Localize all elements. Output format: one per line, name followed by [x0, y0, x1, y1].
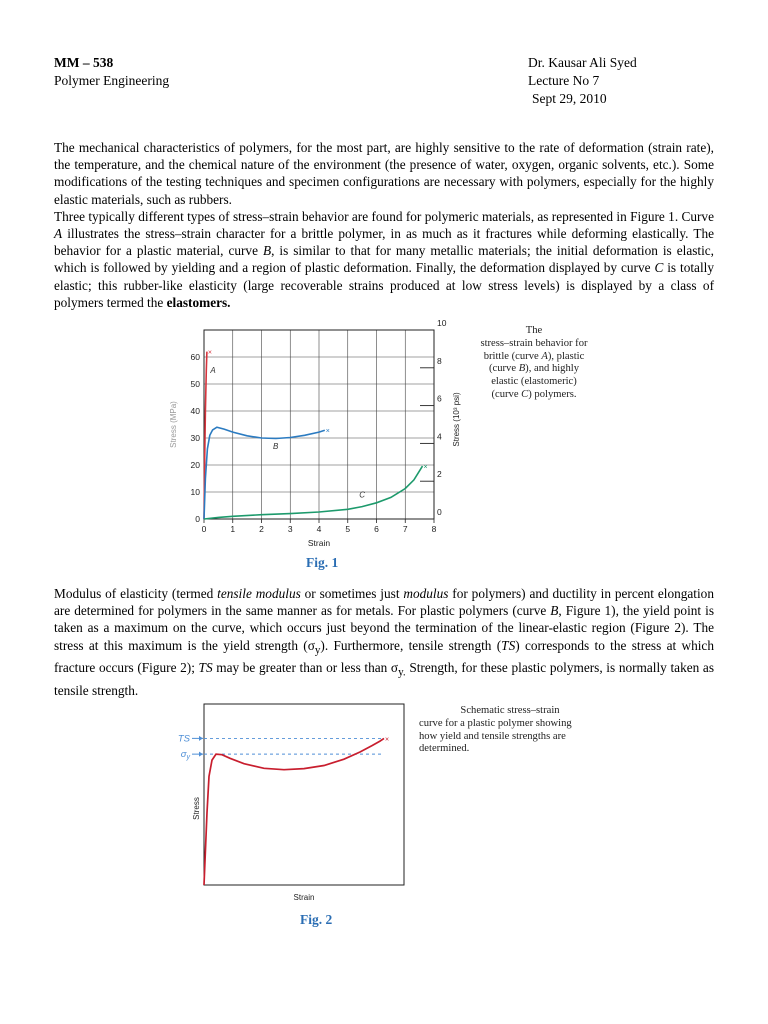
- paragraph-1: The mechanical characteristics of polymers, for the most part, are highly sensitive to the rate of deformation (strain rate), the temperature, and the chemical nature of the environment (the presence of water, oxygen, organic solvents, etc.). Some modifications of the testing techniques and specimen configurations are necessary with polymers, especially for the highly elastic materials, such as rubbers.: [54, 140, 714, 207]
- p2-text-1: Three typically different types of stress–strain behavior are found for polymeric materials, as represented in Figure 1. Curve: [54, 208, 714, 224]
- p3-text-1: Modulus of elasticity (termed: [54, 586, 218, 601]
- fig1-curve-label-b: B: [273, 441, 279, 451]
- cap1-l3B: B: [518, 363, 526, 375]
- fig1-x-tick-label: 6: [374, 524, 379, 534]
- fig1-y2-tick-label: 2: [437, 469, 442, 480]
- fig1-y2-tick-label: 6: [437, 393, 442, 404]
- p2-elastomers: elastomers.: [166, 294, 231, 310]
- fig1-fracture-mark-b: ×: [325, 428, 330, 436]
- fig1-fracture-mark-a: ×: [207, 349, 212, 357]
- fig1-x-tick-label: 2: [259, 524, 264, 534]
- cap2-line-1: Schematic stress–strain: [460, 705, 560, 716]
- fig1-fracture-mark-c: ×: [423, 464, 428, 472]
- fig2-ref-label-1: $\sigma_y$: [180, 749, 190, 762]
- instructor-name: Dr. Kausar Ali Syed: [528, 55, 637, 70]
- p2-curve-a: A: [54, 226, 63, 242]
- fig2-fracture-mark: ×: [385, 736, 390, 744]
- fig1-y-tick-label: 40: [190, 406, 200, 416]
- fig1-y-tick-label: 20: [190, 460, 200, 470]
- fig2-x-axis-label: Strain: [293, 893, 315, 902]
- fig2-ref-arrowhead: [199, 736, 203, 741]
- fig1-curve-label-a: A: [210, 366, 216, 376]
- fig1-y2-axis-label: Stress (10³ psi): [452, 392, 461, 447]
- cap1-l5b: ) polymers.: [528, 388, 577, 400]
- course-code: MM – 538: [54, 55, 114, 70]
- fig1-x-tick-label: 3: [287, 524, 293, 534]
- fig1-y-tick-label: 30: [190, 433, 200, 443]
- p3-text-3: for polymers) and ductility in percent elongation are determined for polymers in the same manner as for metals. For plastic polymers (curve: [54, 586, 714, 619]
- fig1-x-tick-label: 4: [316, 524, 322, 534]
- fig1-y-tick-label: 50: [190, 379, 200, 389]
- p3-text-4: , Figure 1), the yield point is taken as a maximum on the curve, which occurs just beyond the termination of the linear-elastic region (Figure 2). The stress at this maximum is the yield strength (σ: [54, 603, 714, 653]
- p2-text-3: , is similar to that for many metallic materials; the initial deformation is elastic, which is followed by yielding and a region of plastic deformation. Finally, the deformation displayed by curve: [54, 243, 715, 276]
- fig1-curve-label-c: C: [359, 490, 366, 500]
- p3-text-8: Strength, for these plastic polymers, is normally taken as tensile strength.: [54, 660, 714, 699]
- cap2-line-4: determined.: [419, 743, 470, 755]
- fig1-x-tick-label: 7: [402, 524, 408, 534]
- fig1-y2-tick-label: 10: [437, 318, 447, 328]
- fig1-x-tick-label: 1: [230, 524, 236, 534]
- cap1-line-1: stress–strain behavior for: [480, 337, 588, 349]
- p2-curve-b: B: [262, 243, 272, 259]
- p3-modulus: modulus: [403, 586, 449, 601]
- fig1-y2-tick-label: 8: [437, 355, 442, 366]
- fig2-ref-arrowhead: [199, 752, 203, 757]
- fig1-y2-tick-label: 0: [437, 507, 442, 517]
- cap2-line-2: curve for a plastic polymer showing: [419, 717, 572, 729]
- course-name: Polymer Engineering: [54, 73, 170, 88]
- fig2-ref-label-0: TS: [177, 733, 190, 745]
- fig1-y-axis-label: Stress (MPa): [169, 401, 178, 448]
- cap1-l2A: A: [541, 350, 548, 362]
- cap1-the: The: [525, 325, 543, 336]
- fig1-y-tick-label: 60: [190, 352, 200, 362]
- p3-ts-2: TS: [198, 660, 213, 676]
- cap1-l3a: (curve: [488, 363, 519, 375]
- lecture-number: Lecture No 7: [528, 73, 600, 88]
- p3-curve-b: B: [550, 603, 559, 619]
- fig2-y-axis-label: Stress: [192, 797, 201, 820]
- fig1-y2-tick-label: 4: [437, 431, 442, 442]
- p3-tensile-modulus: tensile modulus: [217, 586, 301, 601]
- lecture-date: Sept 29, 2010: [532, 91, 607, 106]
- p2-text-4: is totally elastic; this rubber-like elasticity (large recoverable strains produced at low stress levels) is displayed by a class of polymers termed the: [54, 260, 714, 310]
- fig1-x-tick-label: 0: [201, 524, 207, 534]
- p3-text-5: ). Furthermore, tensile strength (: [320, 637, 502, 653]
- fig1-y-tick-label: 0: [195, 514, 200, 524]
- fig1-y-tick-label: 10: [190, 487, 200, 497]
- p3-text-6: ) corresponds to the stress at which fracture occurs (Figure 2);: [54, 637, 714, 676]
- figure-2-caption: Fig. 2: [300, 912, 333, 927]
- fig2-ref-label-sub: y: [186, 754, 190, 762]
- p3-sub-y2: y.: [398, 667, 406, 680]
- fig1-x-tick-label: 8: [431, 524, 437, 534]
- figure-1-caption: Fig. 1: [306, 555, 339, 570]
- fig2-stress-strain-curve: [204, 738, 384, 885]
- cap1-l5C: C: [521, 388, 529, 400]
- fig1-x-axis-label: Strain: [307, 538, 331, 548]
- p3-ts-1: TS: [501, 637, 516, 653]
- cap1-l2a: brittle (curve: [483, 350, 542, 362]
- fig2-plot-frame: [204, 704, 404, 885]
- p3-text-7: may be greater than or less than σ: [212, 660, 399, 676]
- cap1-line-4: elastic (elastomeric): [491, 376, 577, 388]
- p2-text-2: illustrates the stress–strain character for a brittle polymer, in as much as it fractures while deforming elastically. The behavior for a plastic material, curve: [54, 226, 714, 259]
- cap1-l5a: (curve: [491, 388, 522, 400]
- p3-sub-y: y: [314, 644, 321, 657]
- p3-text-2: or sometimes just: [300, 586, 404, 601]
- cap1-l3b: ), and highly: [525, 363, 580, 375]
- cap1-l2b: ), plastic: [547, 350, 585, 362]
- p2-curve-c: C: [654, 260, 664, 276]
- cap2-line-3: how yield and tensile strengths are: [419, 730, 566, 742]
- fig1-x-tick-label: 5: [345, 524, 351, 534]
